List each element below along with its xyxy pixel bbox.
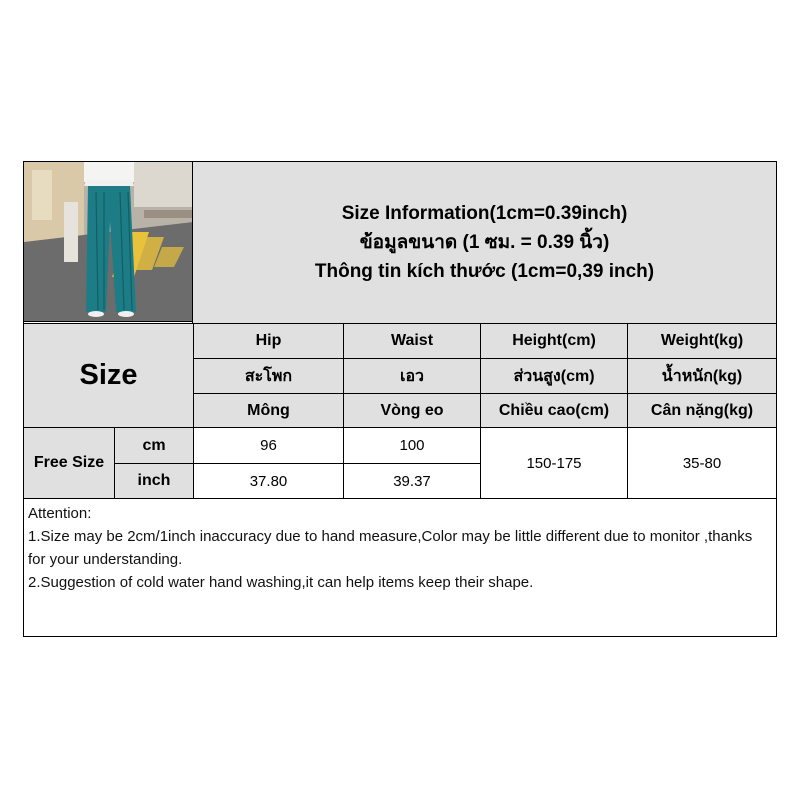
col-weight-th: น้ำหนัก(kg) — [627, 358, 777, 394]
col-waist-th: เอว — [343, 358, 481, 394]
col-hip-th: สะโพก — [193, 358, 344, 394]
product-photo-art — [24, 162, 193, 322]
col-waist-vi: Vòng eo — [343, 393, 481, 428]
attention-note-2: 2.Suggestion of cold water hand washing,it can help items keep their shape. — [28, 574, 534, 591]
unit-inch: inch — [114, 463, 194, 499]
row-free-size: Free Size — [23, 427, 115, 499]
size-header: Size — [23, 323, 194, 428]
attention-heading: Attention: — [28, 505, 92, 522]
col-weight-en: Weight(kg) — [627, 323, 777, 359]
waist-cm-value: 100 — [343, 427, 481, 464]
waist-inch-value: 39.37 — [343, 463, 481, 499]
col-height-vi: Chiều cao(cm) — [480, 393, 628, 428]
hip-inch-value: 37.80 — [193, 463, 344, 499]
col-waist-en: Waist — [343, 323, 481, 359]
hip-cm-value: 96 — [193, 427, 344, 464]
title-thai: ข้อมูลขนาด (1 ซม. = 0.39 นิ้ว) — [359, 232, 610, 253]
height-value: 150-175 — [480, 427, 628, 499]
col-height-en: Height(cm) — [480, 323, 628, 359]
product-photo — [24, 162, 193, 322]
title-english: Size Information(1cm=0.39inch) — [341, 203, 628, 224]
title-block — [192, 161, 777, 324]
title-vietnamese: Thông tin kích thước (1cm=0,39 inch) — [314, 261, 655, 282]
attention-notes — [24, 499, 776, 636]
col-hip-vi: Mông — [193, 393, 344, 428]
weight-value: 35-80 — [627, 427, 777, 499]
unit-cm: cm — [114, 427, 194, 464]
attention-note-1: 1.Size may be 2cm/1inch inaccuracy due to hand measure,Color may be little different due to monitor ,thanks for your understanding. — [28, 528, 753, 568]
col-hip-en: Hip — [193, 323, 344, 359]
col-height-th: ส่วนสูง(cm) — [480, 358, 628, 394]
col-weight-vi: Cân nặng(kg) — [627, 393, 777, 428]
